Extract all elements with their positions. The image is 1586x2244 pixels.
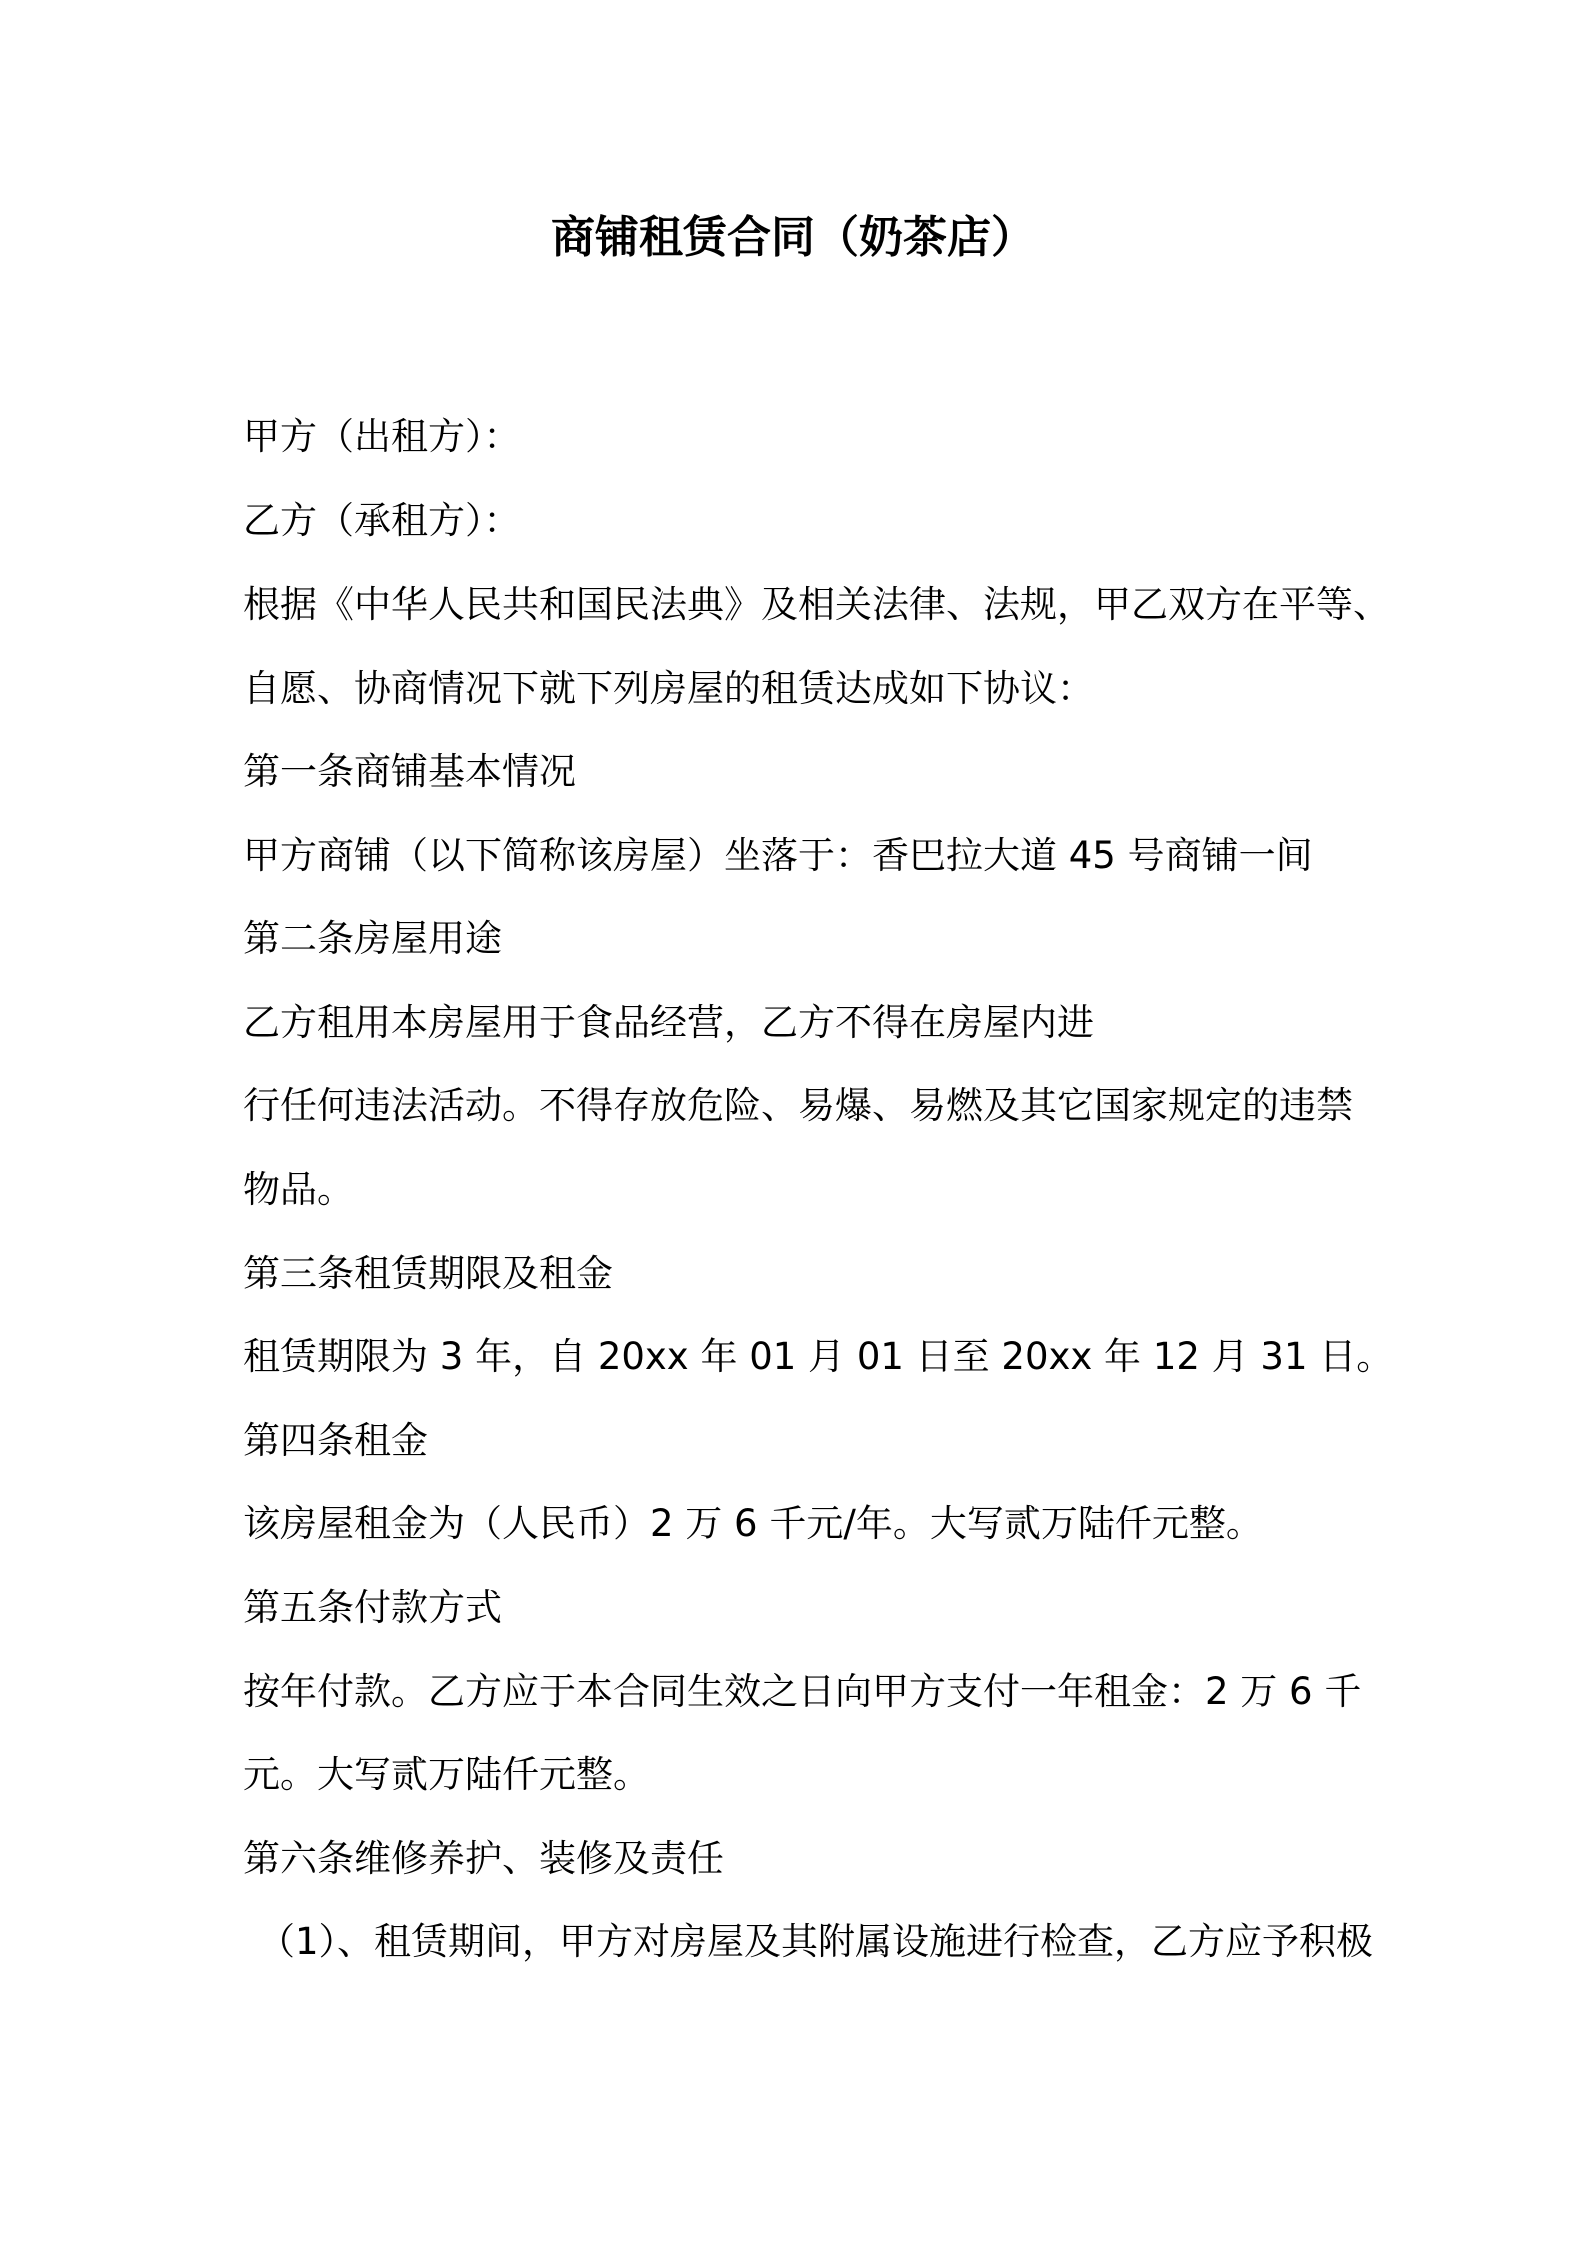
- article-3-heading: 第三条租赁期限及租金: [243, 1252, 613, 1295]
- article-5-text-2: 元。大写贰万陆仟元整。: [243, 1753, 650, 1796]
- article-6-clause-1: （1）、租赁期间，甲方对房屋及其附属设施进行检查，乙方应予积极: [258, 1920, 1374, 1963]
- article-3-text: 租赁期限为 3 年，自 20xx 年 01 月 01 日至 20xx 年 12 月 31 日。: [243, 1335, 1394, 1378]
- article-5-heading: 第五条付款方式: [243, 1586, 502, 1629]
- party-b-line: 乙方（承租方）：: [243, 499, 521, 542]
- article-2-text-1: 乙方租用本房屋用于食品经营，乙方不得在房屋内进: [243, 1001, 1094, 1044]
- preamble-line-2: 自愿、协商情况下就下列房屋的租赁达成如下协议：: [243, 667, 1094, 710]
- party-a-line: 甲方（出租方）：: [243, 415, 521, 458]
- preamble-line-1: 根据《中华人民共和国民法典》及相关法律、法规，甲乙双方在平等、: [243, 583, 1390, 626]
- article-5-text-1: 按年付款。乙方应于本合同生效之日向甲方支付一年租金：2 万 6 千: [243, 1670, 1362, 1713]
- article-2-text-2: 行任何违法活动。不得存放危险、易爆、易燃及其它国家规定的违禁: [243, 1084, 1353, 1127]
- article-1-heading: 第一条商铺基本情况: [243, 750, 576, 793]
- article-2-text-3: 物品。: [243, 1168, 354, 1211]
- article-4-heading: 第四条租金: [243, 1419, 428, 1462]
- article-2-heading: 第二条房屋用途: [243, 917, 502, 960]
- document-title: 商铺租赁合同（奶茶店）: [551, 212, 1035, 263]
- article-1-text: 甲方商铺（以下简称该房屋）坐落于：香巴拉大道 45 号商铺一间: [243, 834, 1313, 877]
- article-4-text: 该房屋租金为（人民币）2 万 6 千元/年。大写贰万陆仟元整。: [243, 1502, 1263, 1545]
- article-6-heading: 第六条维修养护、装修及责任: [243, 1837, 724, 1880]
